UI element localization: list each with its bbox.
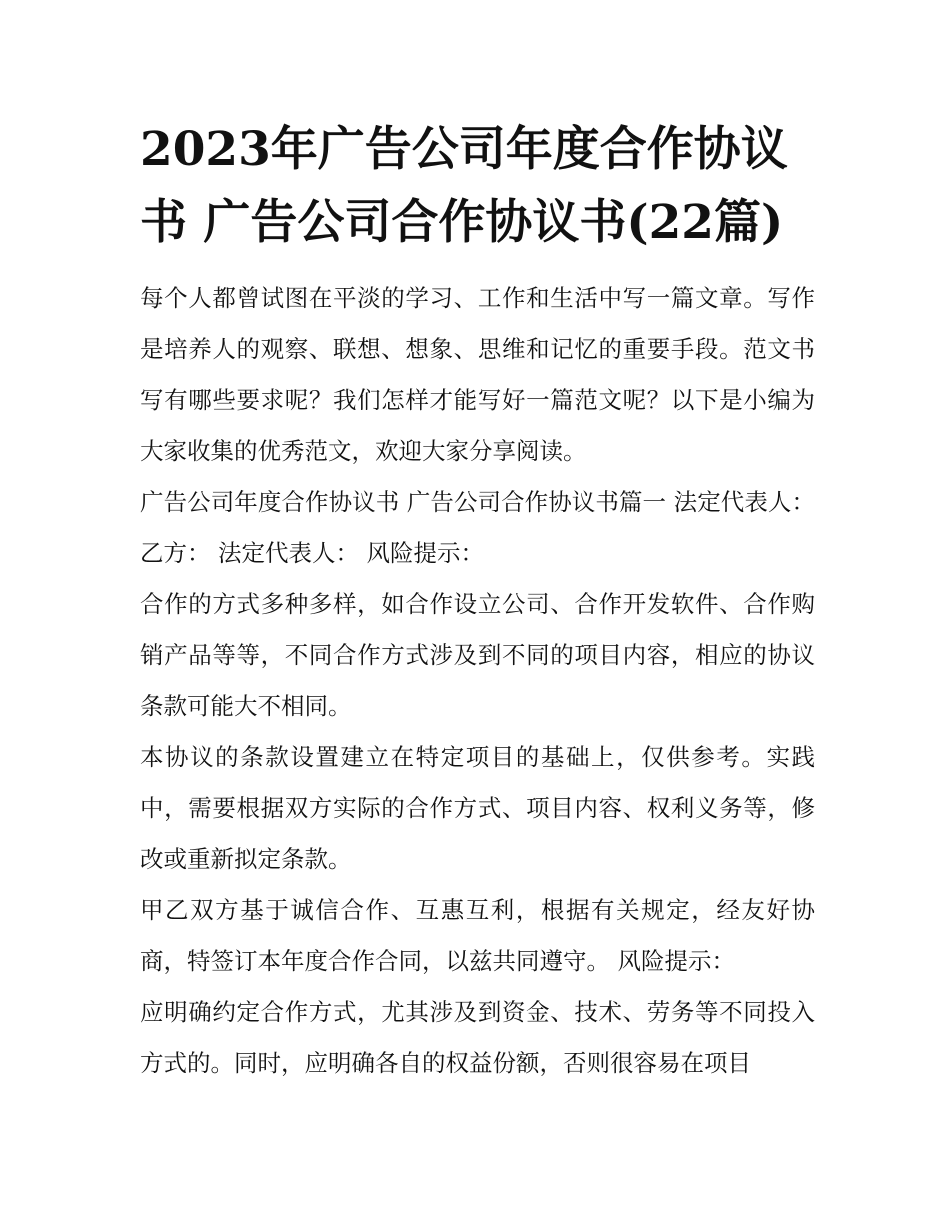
document-title: 2023年广告公司年度合作协议书 广告公司合作协议书(22篇) (140, 122, 788, 250)
paragraph-mutual-agreement: 甲乙双方基于诚信合作、互惠互利，根据有关规定，经友好协商，特签订本年度合作合同，以兹共同遵守。 风险提示： (140, 896, 815, 975)
document-body (140, 113, 815, 1089)
paragraph-terms-reference: 本协议的条款设置建立在特定项目的基础上，仅供参考。实践中，需要根据双方实际的合作方式、项目内容、权利义务等，修改或重新拟定条款。 (140, 743, 815, 873)
paragraph-cooperation-clause: 应明确约定合作方式，尤其涉及到资金、技术、劳务等不同投入方式的。同时，应明确各自的权益份额，否则很容易在项目 (140, 998, 815, 1077)
paragraph-cooperation-methods: 合作的方式多种多样，如合作设立公司、合作开发软件、合作购销产品等等，不同合作方式涉及到不同的项目内容，相应的协议条款可能大不相同。 (140, 590, 815, 720)
paragraph-intro: 每个人都曾试图在平淡的学习、工作和生活中写一篇文章。写作是培养人的观察、联想、想象、思维和记忆的重要手段。范文书写有哪些要求呢？我们怎样才能写好一篇范文呢？以下是小编为大家收集的优秀范文，欢迎大家分享阅读。 (140, 284, 815, 465)
paragraph-section-heading: 广告公司年度合作协议书 广告公司合作协议书篇一 法定代表人： 乙方： 法定代表人： 风险提示： (140, 488, 815, 567)
